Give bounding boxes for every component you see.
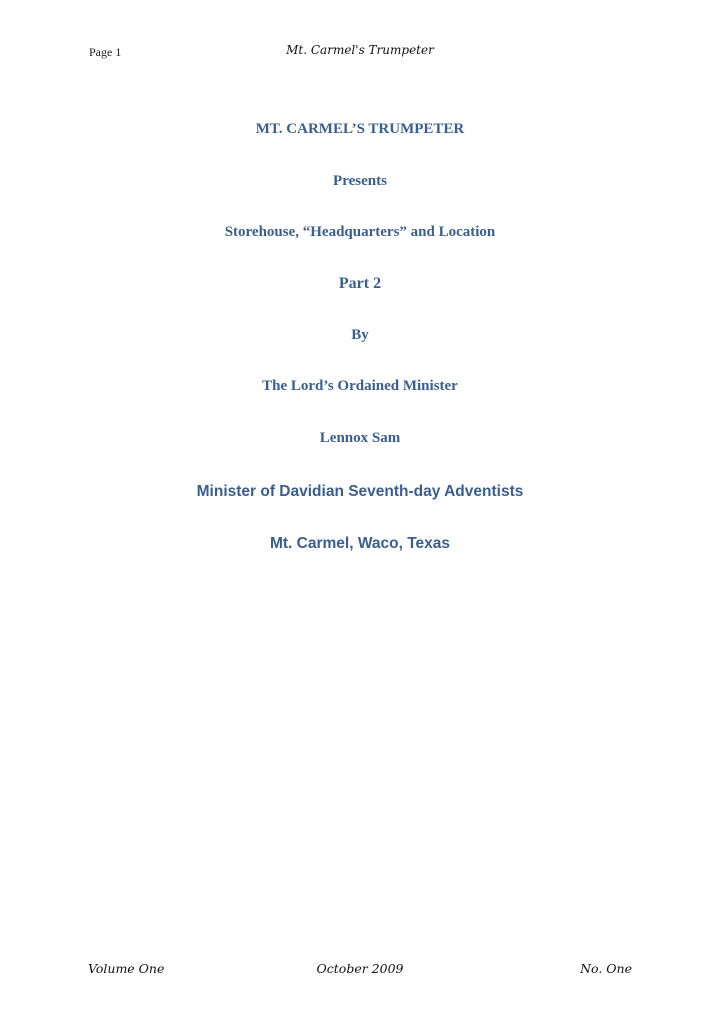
footer-date: October 2009 (316, 961, 404, 976)
author-name: Lennox Sam (319, 430, 401, 446)
publication-title: MT. CARMEL’S TRUMPETER (255, 121, 465, 137)
header-running-title: Mt. Carmel's Trumpeter (286, 43, 434, 57)
author-role: The Lord’s Ordained Minister (262, 378, 458, 394)
part-label: Part 2 (338, 275, 382, 292)
footer-volume: Volume One (88, 961, 165, 976)
by-line: By (351, 327, 369, 343)
footer-issue-number: No. One (580, 961, 632, 976)
subject-title: Storehouse, “Headquarters” and Location (224, 224, 496, 240)
header-page-number: Page 1 (89, 45, 122, 59)
location-line: Mt. Carmel, Waco, Texas (269, 535, 451, 552)
ministry-line: Minister of Davidian Seventh-day Adventists (196, 483, 524, 500)
presents-line: Presents (333, 173, 387, 189)
